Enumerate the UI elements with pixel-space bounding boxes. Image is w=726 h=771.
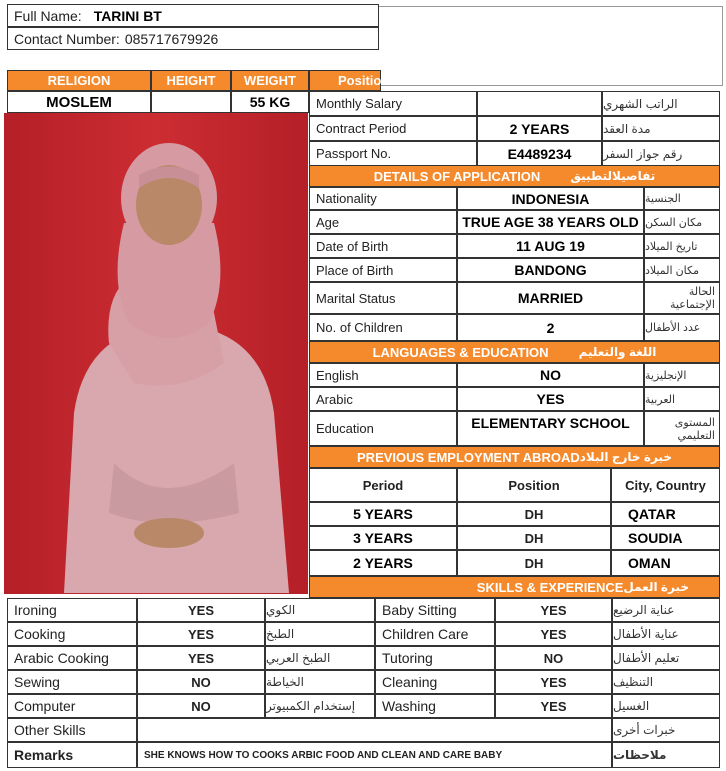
language-arabic: الإنجليزية <box>644 363 720 387</box>
skill-right-arabic: الغسيل <box>612 694 720 718</box>
detail-label: Age <box>309 210 457 234</box>
full-name-label: Full Name: <box>14 7 82 24</box>
skill-left-arabic: الخياطة <box>265 670 375 694</box>
employment-header-country: City, Country <box>611 468 720 502</box>
detail-arabic: عدد الأطفال <box>644 314 720 341</box>
skill-right-label: Children Care <box>375 622 495 646</box>
contract-label: Monthly Salary <box>309 91 477 116</box>
skill-right-value: YES <box>495 670 612 694</box>
contact-label: Contact Number: <box>14 30 120 47</box>
employment-title: PREVIOUS EMPLOYMENT ABROAD <box>357 449 580 465</box>
skill-left-label: Cooking <box>7 622 137 646</box>
language-value: YES <box>457 387 644 411</box>
skill-left-value: YES <box>137 646 265 670</box>
skill-right-label: Washing <box>375 694 495 718</box>
detail-value: 11 AUG 19 <box>457 234 644 258</box>
religion-header: RELIGION <box>7 70 151 91</box>
skill-left-value: YES <box>137 598 265 622</box>
language-label: Education <box>309 411 457 446</box>
full-name-row <box>7 4 379 27</box>
employment-header-period: Period <box>309 468 457 502</box>
employment-position: DH <box>457 526 611 550</box>
skill-right-value: YES <box>495 622 612 646</box>
employment-header-position: Position <box>457 468 611 502</box>
position-header: Positio <box>309 70 381 91</box>
contract-label: Contract Period <box>309 116 477 141</box>
skill-left-label: Arabic Cooking <box>7 646 137 670</box>
language-arabic: المستوى التعليمي <box>644 411 720 446</box>
skill-left-arabic: الكوي <box>265 598 375 622</box>
applicant-photo <box>4 113 308 594</box>
skill-right-label: Baby Sitting <box>375 598 495 622</box>
height-header: HEIGHT <box>151 70 231 91</box>
skills-title-ar: خبرة العمل <box>623 580 689 594</box>
contact-row <box>7 27 379 50</box>
religion-value: MOSLEM <box>7 91 151 113</box>
skill-left-label: Ironing <box>7 598 137 622</box>
language-label: English <box>309 363 457 387</box>
applicant-photo-illustration <box>4 113 308 594</box>
language-value: ELEMENTARY SCHOOL <box>457 411 644 446</box>
height-value <box>151 91 231 113</box>
skill-right-value: NO <box>495 646 612 670</box>
language-arabic: العربية <box>644 387 720 411</box>
contract-arabic: رقم جواز السفر <box>602 141 720 166</box>
skill-right-label: Cleaning <box>375 670 495 694</box>
skill-right-arabic: عناية الأطفال <box>612 622 720 646</box>
languages-title: LANGUAGES & EDUCATION <box>372 344 549 360</box>
other-skills-arabic: خبرات أخرى <box>612 718 720 742</box>
contract-value <box>477 91 602 116</box>
skill-left-value: NO <box>137 670 265 694</box>
skill-left-value: YES <box>137 622 265 646</box>
skill-left-value: NO <box>137 694 265 718</box>
detail-label: Marital Status <box>309 282 457 314</box>
employment-title-ar: خبرة خارج البلاد <box>579 450 672 464</box>
contract-label: Passport No. <box>309 141 477 166</box>
skills-title-bar <box>309 576 720 598</box>
detail-label: Date of Birth <box>309 234 457 258</box>
contact-value: 085717679926 <box>124 30 219 47</box>
detail-value: INDONESIA <box>457 187 644 210</box>
details-title-ar: تفاصيلالتطبيق <box>570 169 656 183</box>
employment-country: OMAN <box>611 550 720 576</box>
detail-arabic: الحالة الإجتماعية <box>644 282 720 314</box>
remarks-arabic: ملاحظات <box>612 742 720 768</box>
employment-position: DH <box>457 550 611 576</box>
details-title-bar <box>309 165 720 187</box>
contract-arabic: مدة العقد <box>602 116 720 141</box>
skill-left-arabic: الطبخ <box>265 622 375 646</box>
detail-arabic: تاريخ الميلاد <box>644 234 720 258</box>
skill-right-value: YES <box>495 598 612 622</box>
employment-period: 2 YEARS <box>309 550 457 576</box>
skill-left-arabic: الطبخ العربي <box>265 646 375 670</box>
full-name-value: TARINI BT <box>93 7 162 24</box>
employment-title-bar <box>309 446 720 468</box>
contract-arabic: الراتب الشهري <box>602 91 720 116</box>
detail-label: No. of Children <box>309 314 457 341</box>
skill-right-value: YES <box>495 694 612 718</box>
skill-right-arabic: التنظيف <box>612 670 720 694</box>
skill-right-arabic: تعليم الأطفال <box>612 646 720 670</box>
skill-right-label: Tutoring <box>375 646 495 670</box>
weight-header: WEIGHT <box>231 70 309 91</box>
detail-label: Nationality <box>309 187 457 210</box>
weight-value: 55 KG <box>231 91 309 113</box>
detail-arabic: الجنسية <box>644 187 720 210</box>
detail-value: 2 <box>457 314 644 341</box>
detail-value: MARRIED <box>457 282 644 314</box>
detail-value: TRUE AGE 38 YEARS OLD <box>457 210 644 234</box>
detail-arabic: مكان الميلاد <box>644 258 720 282</box>
header-blank-box <box>379 6 723 86</box>
skills-title: SKILLS & EXPERIENCE <box>476 579 624 595</box>
employment-position: DH <box>457 502 611 526</box>
skill-left-arabic: إستخدام الكمبيوتر <box>265 694 375 718</box>
detail-label: Place of Birth <box>309 258 457 282</box>
employment-period: 5 YEARS <box>309 502 457 526</box>
remarks-value: SHE KNOWS HOW TO COOKS ARBIC FOOD AND CLEAN AND CARE BABY <box>137 742 612 768</box>
employment-period: 3 YEARS <box>309 526 457 550</box>
employment-country: QATAR <box>611 502 720 526</box>
detail-arabic: مكان السكن <box>644 210 720 234</box>
other-skills-label: Other Skills <box>7 718 137 742</box>
other-skills-value <box>137 718 612 742</box>
languages-title-ar: اللغة والتعليم <box>578 345 657 359</box>
contract-value: 2 YEARS <box>477 116 602 141</box>
remarks-label: Remarks <box>7 742 137 768</box>
detail-value: BANDONG <box>457 258 644 282</box>
language-value: NO <box>457 363 644 387</box>
skill-left-label: Sewing <box>7 670 137 694</box>
language-label: Arabic <box>309 387 457 411</box>
languages-title-bar <box>309 341 720 363</box>
employment-country: SOUDIA <box>611 526 720 550</box>
skill-left-label: Computer <box>7 694 137 718</box>
details-title: DETAILS OF APPLICATION <box>373 168 541 184</box>
contract-value: E4489234 <box>477 141 602 166</box>
skill-right-arabic: عناية الرضيع <box>612 598 720 622</box>
